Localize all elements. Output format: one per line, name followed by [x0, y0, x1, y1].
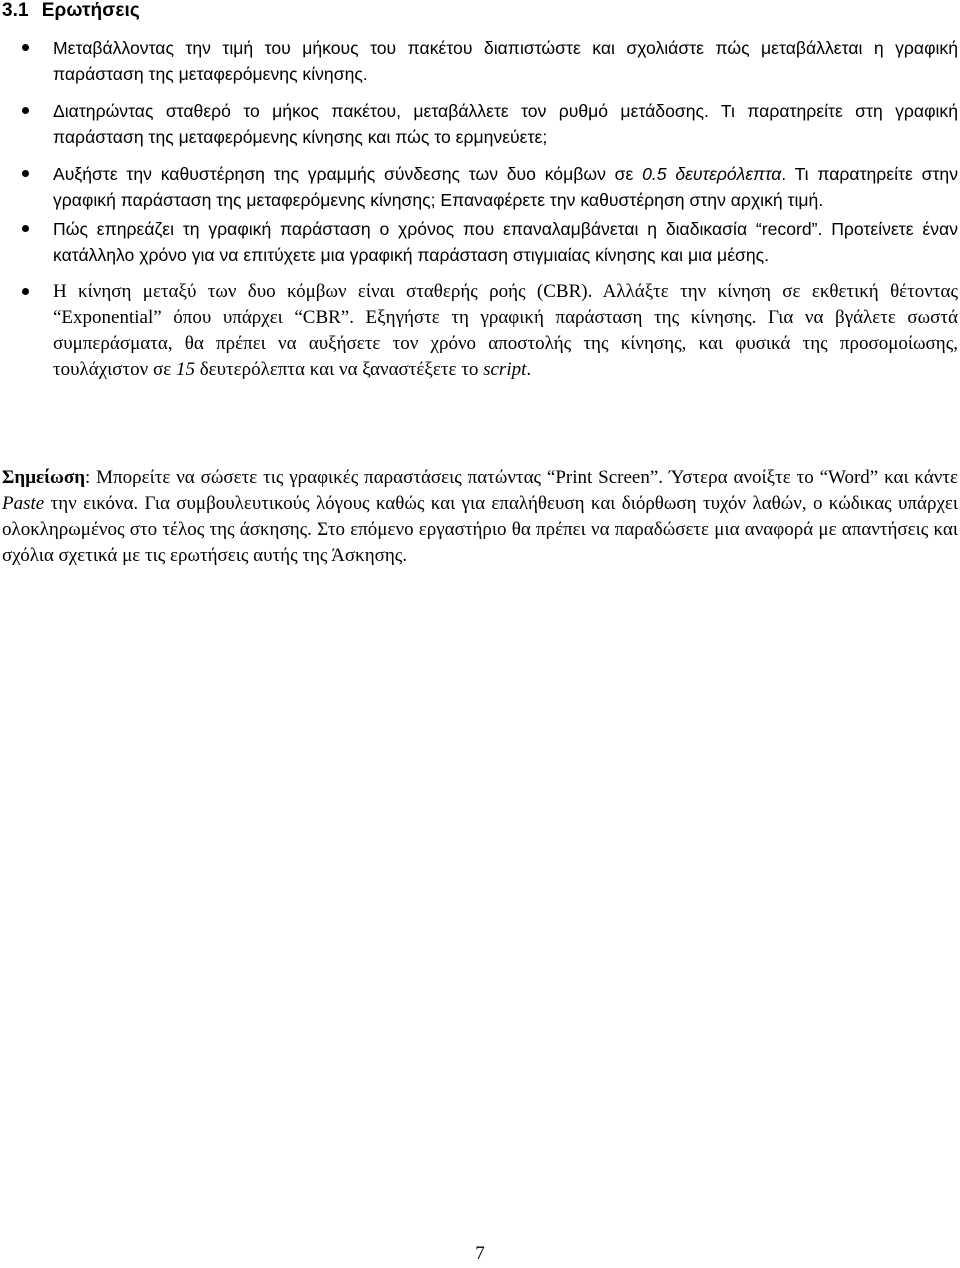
section-title: Ερωτήσεις	[41, 0, 140, 21]
list-item	[0, 161, 960, 213]
note-text: : Μπορείτε να σώσετε τις γραφικές παραστάσεις πατώντας “Print Screen”. Ύστερα ανοίξτε το “Word” και κάντε	[85, 467, 958, 488]
list-item	[0, 216, 960, 268]
page-number: 7	[475, 1243, 485, 1264]
note-label: Σημείωση	[2, 467, 86, 488]
duration-value: 15	[175, 359, 195, 380]
question-text-end: .	[526, 359, 532, 380]
bullet-icon	[22, 107, 29, 114]
note-text-continued: την εικόνα. Για συμβουλευτικούς λόγους καθώς και για επαλήθευση και διόρθωση τυχόν λαθών, ο κώδικας υπάρχει ολοκληρωμένος στο τέλος της άσκησης. Στο επόμενο εργαστήριο θα πρέπει να παραδώσετε μια αναφορά με απαντήσεις και σχόλια σχετικά με τις ερωτήσεις αυτής της Άσκησης.	[2, 493, 958, 566]
section-heading	[2, 0, 140, 23]
question-text-continued: . Τι παρατηρείτε στην γραφική παράσταση της μεταφερόμενης κίνησης; Επαναφέρετε την καθυστέρηση στην αρχική τιμή.	[53, 164, 959, 210]
question-text: Η κίνηση μεταξύ των δυο κόμβων είναι σταθερής ροής (CBR). Αλλάξτε την κίνηση σε εκθετική θέτοντας “Exponential” όπου υπάρχει “CBR”. Εξηγήστε τη γραφική παράσταση της κίνησης. Για να βγάλετε σωστά συμπεράσματα, θα πρέπει να αυξήσετε τον χρόνο αποστολής της κίνησης, και φυσικά της προσομοίωσης, τουλάχιστον σε	[53, 281, 958, 380]
question-text-middle: δευτερόλεπτα και να ξαναστέξετε το	[194, 359, 484, 380]
questions-list	[0, 35, 960, 383]
bullet-icon	[22, 170, 29, 177]
question-text: Διατηρώντας σταθερό το μήκος πακέτου, μεταβάλλετε τον ρυθμό μετάδοσης. Τι παρατηρείτε στη γραφική παράσταση της μεταφερόμενης κίνησης και πώς το ερμηνεύετε;	[53, 101, 958, 147]
delay-value: 0.5 δευτερόλεπτα	[642, 164, 782, 184]
section-number: 3.1	[2, 0, 29, 21]
question-text: Μεταβάλλοντας την τιμή του μήκους του πακέτου διαπιστώστε και σχολιάστε πώς μεταβάλλεται η γραφική παράσταση της μεταφερόμενης κίνησης.	[53, 38, 958, 84]
bullet-icon	[22, 288, 29, 295]
list-item	[0, 279, 960, 383]
note-paragraph	[2, 465, 958, 569]
paste-word: Paste	[2, 493, 45, 514]
question-text: Πώς επηρεάζει τη γραφική παράσταση ο χρόνος που επαναλαμβάνεται η διαδικασία “record”. Προτείνετε έναν κατάλληλο χρόνο για να επιτύχετε μια γραφική παράσταση στιγμιαίας κίνησης και μια μέσης.	[53, 219, 958, 265]
bullet-icon	[22, 44, 29, 51]
list-item	[0, 98, 960, 150]
question-text: Αυξήστε την καθυστέρηση της γραμμής σύνδεσης των δυο κόμβων σε	[53, 164, 643, 184]
bullet-icon	[22, 225, 29, 232]
list-item	[0, 35, 960, 87]
script-word: script	[483, 359, 527, 380]
